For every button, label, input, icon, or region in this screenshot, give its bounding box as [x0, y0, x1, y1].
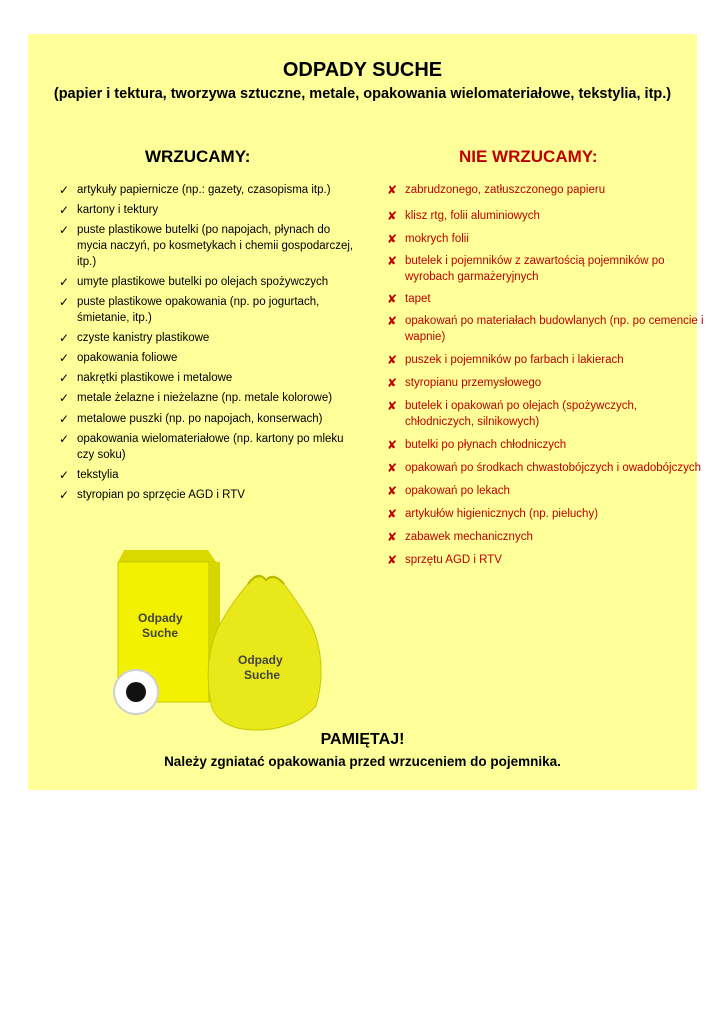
check-icon: ✓ — [58, 412, 70, 426]
check-icon: ✓ — [58, 488, 70, 502]
no-item-text: butelki po płynach chłodniczych — [405, 439, 567, 451]
check-icon: ✓ — [58, 371, 70, 385]
cross-icon: ✘ — [386, 461, 398, 475]
no-item-text: puszek i pojemników po farbach i lakierach — [405, 354, 624, 366]
bag-label: Odpady Suche — [238, 653, 283, 682]
no-list-item — [385, 375, 705, 391]
cross-icon: ✘ — [386, 376, 398, 390]
yes-item-text: umyte plastikowe butelki po olejach spożywczych — [77, 276, 329, 288]
yes-list-item — [57, 370, 357, 386]
check-icon: ✓ — [58, 391, 70, 405]
no-item-text: zabrudzonego, zatłuszczonego papieru — [405, 184, 606, 196]
no-list-item — [385, 483, 705, 499]
cross-icon: ✘ — [386, 530, 398, 544]
yes-list-item — [57, 330, 357, 346]
check-icon: ✓ — [58, 295, 70, 309]
yes-list — [57, 182, 357, 507]
yes-item-text: tekstylia — [77, 469, 119, 481]
check-icon: ✓ — [58, 203, 70, 217]
check-icon: ✓ — [58, 275, 70, 289]
cross-icon: ✘ — [386, 553, 398, 567]
bin-lid — [118, 550, 216, 562]
no-list-item — [385, 352, 705, 368]
yes-list-item — [57, 202, 357, 218]
no-list-item — [385, 437, 705, 453]
bin-and-bag-illustration — [98, 544, 328, 734]
yes-item-text: styropian po sprzęcie AGD i RTV — [77, 489, 245, 501]
info-panel — [28, 34, 704, 790]
cross-icon: ✘ — [386, 183, 398, 197]
cross-icon: ✘ — [386, 399, 398, 413]
remember-heading: PAMIĘTAJ! — [320, 731, 405, 748]
no-list-item — [385, 398, 705, 430]
bin-label: Odpady Suche — [138, 611, 183, 640]
yes-item-text: kartony i tektury — [77, 204, 159, 216]
no-item-text: opakowań po lekach — [405, 485, 510, 497]
no-item-text: styropianu przemysłowego — [405, 377, 542, 389]
no-list-item — [385, 291, 705, 307]
no-list-item — [385, 460, 705, 476]
no-item-text: opakowań po materiałach budowlanych (np. po cemencie i wapnie) — [405, 315, 704, 343]
yes-heading: WRZUCAMY: — [145, 147, 251, 166]
no-list-item — [385, 208, 705, 224]
check-icon: ✓ — [58, 351, 70, 365]
yes-list-item — [57, 431, 357, 463]
no-list-item — [385, 529, 705, 545]
page-title: ODPADY SUCHE — [282, 59, 443, 81]
remember-note: Należy zgniatać opakowania przed wrzuceniem do pojemnika. — [164, 754, 561, 769]
bin-wheel-hub — [126, 682, 146, 702]
cross-icon: ✘ — [386, 507, 398, 521]
yes-list-item — [57, 222, 357, 270]
yes-item-text: opakowania wielomateriałowe (np. kartony po mleku czy soku) — [77, 433, 344, 461]
yes-item-text: puste plastikowe opakowania (np. po jogurtach, śmietanie, itp.) — [77, 296, 320, 324]
cross-icon: ✘ — [386, 209, 398, 223]
no-item-text: klisz rtg, folii aluminiowych — [405, 210, 540, 222]
yes-item-text: opakowania foliowe — [77, 352, 178, 364]
check-icon: ✓ — [58, 223, 70, 237]
no-list-item — [385, 506, 705, 522]
yes-item-text: puste plastikowe butelki (po napojach, płynach do mycia naczyń, po kosmetykach i chemii gospodarczej, itp.) — [77, 224, 354, 268]
yes-list-item — [57, 350, 357, 366]
yes-list-item — [57, 274, 357, 290]
yes-item-text: nakrętki plastikowe i metalowe — [77, 372, 233, 384]
yes-item-text: czyste kanistry plastikowe — [77, 332, 210, 344]
cross-icon: ✘ — [386, 232, 398, 246]
no-heading: NIE WRZUCAMY: — [459, 147, 598, 166]
check-icon: ✓ — [58, 468, 70, 482]
no-list — [385, 182, 705, 575]
no-item-text: opakowań po środkach chwastobójczych i owadobójczych — [405, 462, 701, 474]
no-item-text: sprzętu AGD i RTV — [405, 554, 502, 566]
yes-item-text: metalowe puszki (np. po napojach, konserwach) — [77, 413, 323, 425]
no-list-item — [385, 313, 705, 345]
cross-icon: ✘ — [386, 314, 398, 328]
no-item-text: artykułów higienicznych (np. pieluchy) — [405, 508, 599, 520]
no-list-item — [385, 231, 705, 247]
no-item-text: butelek i opakowań po olejach (spożywczych, chłodniczych, silnikowych) — [405, 400, 638, 428]
no-item-text: butelek i pojemników z zawartością pojemników po wyrobach garmażeryjnych — [405, 255, 665, 283]
page-subtitle: (papier i tektura, tworzywa sztuczne, metale, opakowania wielomateriałowe, tekstylia, itp.) — [53, 86, 672, 102]
yes-list-item — [57, 182, 357, 198]
yes-list-item — [57, 390, 357, 406]
no-list-item — [385, 253, 705, 285]
yes-item-text: artykuły papiernicze (np.: gazety, czasopisma itp.) — [77, 184, 331, 196]
yes-list-item — [57, 411, 357, 427]
no-item-text: tapet — [405, 293, 431, 305]
cross-icon: ✘ — [386, 254, 398, 268]
cross-icon: ✘ — [386, 484, 398, 498]
yes-list-item — [57, 294, 357, 326]
yes-list-item — [57, 467, 357, 483]
check-icon: ✓ — [58, 331, 70, 345]
cross-icon: ✘ — [386, 353, 398, 367]
yes-item-text: metale żelazne i nieżelazne (np. metale kolorowe) — [77, 392, 333, 404]
check-icon: ✓ — [58, 183, 70, 197]
no-item-text: zabawek mechanicznych — [405, 531, 533, 543]
cross-icon: ✘ — [386, 292, 398, 306]
no-list-item — [385, 182, 705, 198]
no-list-item — [385, 552, 705, 568]
no-item-text: mokrych folii — [405, 233, 469, 245]
cross-icon: ✘ — [386, 438, 398, 452]
yes-list-item — [57, 487, 357, 503]
check-icon: ✓ — [58, 432, 70, 446]
